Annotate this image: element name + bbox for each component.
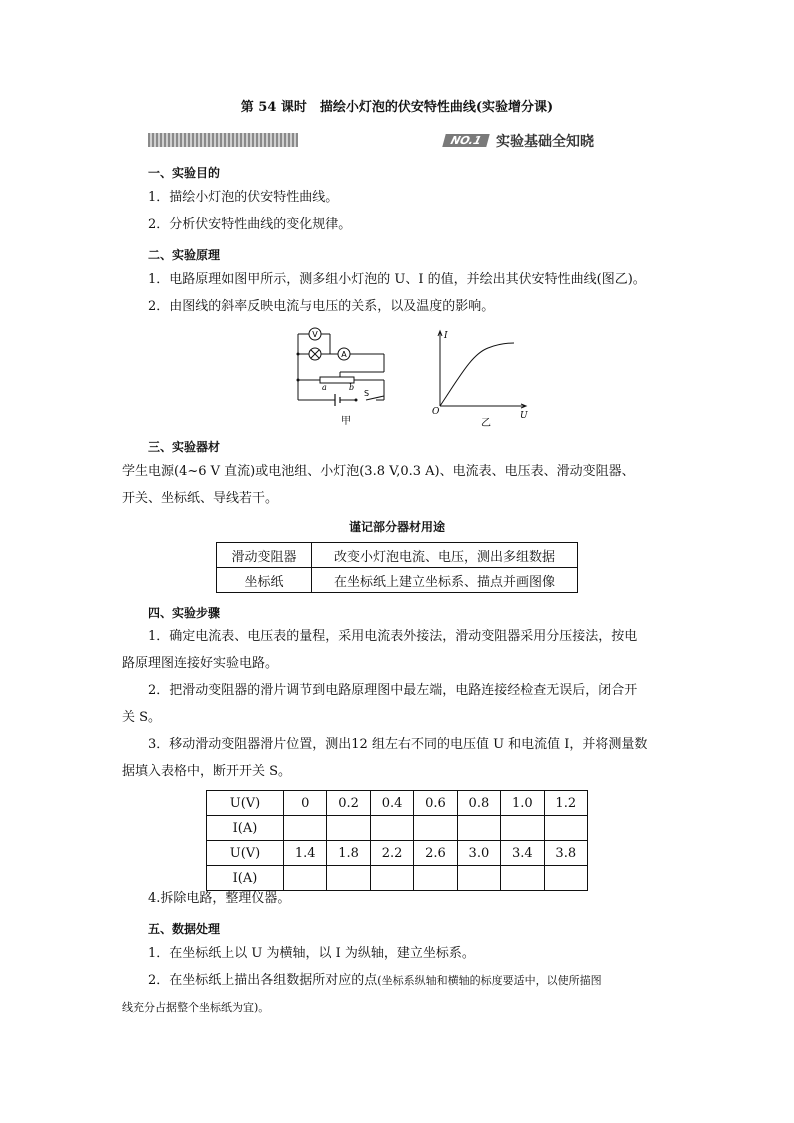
step-3-line-2: 据填入表格中，断开开关 S。 (122, 764, 292, 779)
table-row (207, 816, 588, 841)
u-label-cell: U(V) (207, 841, 284, 866)
step-4: 4.拆除电路，整理仪器。 (148, 891, 291, 906)
figure-yi-caption: 乙 (481, 418, 491, 429)
banner-badge: NO.1 (442, 134, 489, 147)
point-a-label: a (322, 383, 327, 392)
u-value: 3.8 (544, 841, 587, 866)
measurement-table (206, 790, 588, 891)
equip-name: 滑动变阻器 (217, 543, 312, 568)
u-value: 1.4 (284, 841, 327, 866)
u-value: 0.6 (414, 791, 457, 816)
i-value (501, 816, 544, 841)
u-value: 3.0 (457, 841, 500, 866)
section-banner (148, 130, 648, 150)
u-value: 0.4 (370, 791, 413, 816)
i-value (327, 866, 370, 891)
processing-2-note: (坐标系纵轴和横轴的标度要适中，以使所描图 (377, 974, 602, 987)
u-value: 3.4 (501, 841, 544, 866)
switch-label: S (364, 389, 370, 398)
table-row (217, 568, 578, 593)
circuit-diagram (290, 322, 410, 430)
u-value: 1.8 (327, 841, 370, 866)
i-value (414, 866, 457, 891)
i-value (544, 816, 587, 841)
u-value: 1.0 (501, 791, 544, 816)
i-label-cell: I(A) (207, 816, 284, 841)
point-b-label: b (349, 383, 355, 392)
voltmeter-label: V (312, 330, 318, 339)
step-2-line-2: 关 S。 (122, 710, 162, 725)
axis-i-label: I (444, 331, 448, 341)
equip-name: 坐标纸 (217, 568, 312, 593)
processing-2-line-2: 线充分占据整个坐标纸为宜)。 (122, 1001, 270, 1014)
u-value: 0 (284, 791, 327, 816)
i-value (457, 866, 500, 891)
banner-text: 实验基础全知晓 (496, 134, 594, 150)
i-value (370, 866, 413, 891)
i-value (544, 866, 587, 891)
u-value: 1.2 (544, 791, 587, 816)
table-row (207, 841, 588, 866)
axis-u-label: U (520, 411, 528, 421)
i-value (327, 816, 370, 841)
i-value (501, 866, 544, 891)
table-row (207, 791, 588, 816)
i-value (414, 816, 457, 841)
u-value: 0.2 (327, 791, 370, 816)
processing-1: 1．在坐标纸上以 U 为横轴，以 I 为纵轴，建立坐标系。 (148, 946, 475, 961)
principle-2: 2．由图线的斜率反映电流与电压的关系，以及温度的影响。 (148, 299, 495, 314)
heading-purpose: 一、实验目的 (148, 166, 221, 180)
step-2-line-1: 2．把滑动变阻器的滑片调节到电路原理图中最左端，电路连接经检查无误后，闭合开 (148, 683, 638, 698)
ammeter-label: A (341, 350, 347, 359)
principle-1: 1．电路原理如图甲所示，测多组小灯泡的 U、I 的值，并绘出其伏安特性曲线(图乙)。 (148, 272, 646, 287)
origin-label: O (432, 407, 440, 417)
step-3-line-1: 3．移动滑动变阻器滑片位置，测出12 组左右不同的电压值 U 和电流值 I，并将测量数 (148, 737, 648, 752)
i-value (457, 816, 500, 841)
figure-jia-caption: 甲 (341, 416, 351, 427)
table-row (217, 543, 578, 568)
step-1-line-1: 1．确定电流表、电压表的量程，采用电流表外接法，滑动变阻器采用分压接法，按电 (148, 629, 638, 644)
heading-steps: 四、实验步骤 (148, 606, 221, 620)
i-value (284, 816, 327, 841)
u-value: 2.2 (370, 841, 413, 866)
iu-curve-graph (430, 326, 534, 430)
equip-use: 改变小灯泡电流、电压，测出多组数据 (312, 543, 578, 568)
i-label-cell: I(A) (207, 866, 284, 891)
processing-2-main: 2．在坐标纸上描出各组数据所对应的点 (148, 973, 378, 988)
equip-use: 在坐标纸上建立坐标系、描点并画图像 (312, 568, 578, 593)
u-value: 0.8 (457, 791, 500, 816)
u-value: 2.6 (414, 841, 457, 866)
i-value (370, 816, 413, 841)
purpose-2: 2．分析伏安特性曲线的变化规律。 (148, 217, 352, 232)
equipment-line-1: 学生电源(4~6 V 直流)或电池组、小灯泡(3.8 V,0.3 A)、电流表、电压表、滑动变阻器、 (122, 464, 635, 479)
heading-principle: 二、实验原理 (148, 248, 221, 262)
equip-table-caption: 谨记部分器材用途 (348, 520, 445, 534)
banner-stripes (148, 133, 298, 147)
processing-2-line-1 (148, 968, 602, 994)
step-1-line-2: 路原理图连接好实验电路。 (122, 656, 279, 671)
heading-equipment: 三、实验器材 (148, 440, 221, 454)
purpose-1: 1．描绘小灯泡的伏安特性曲线。 (148, 190, 339, 205)
page-title: 第 54 课时 描绘小灯泡的伏安特性曲线(实验增分课) (240, 100, 554, 115)
heading-data-processing: 五、数据处理 (148, 922, 221, 936)
equipment-line-2: 开关、坐标纸、导线若干。 (122, 491, 279, 506)
equipment-table (216, 542, 578, 593)
u-label-cell: U(V) (207, 791, 284, 816)
